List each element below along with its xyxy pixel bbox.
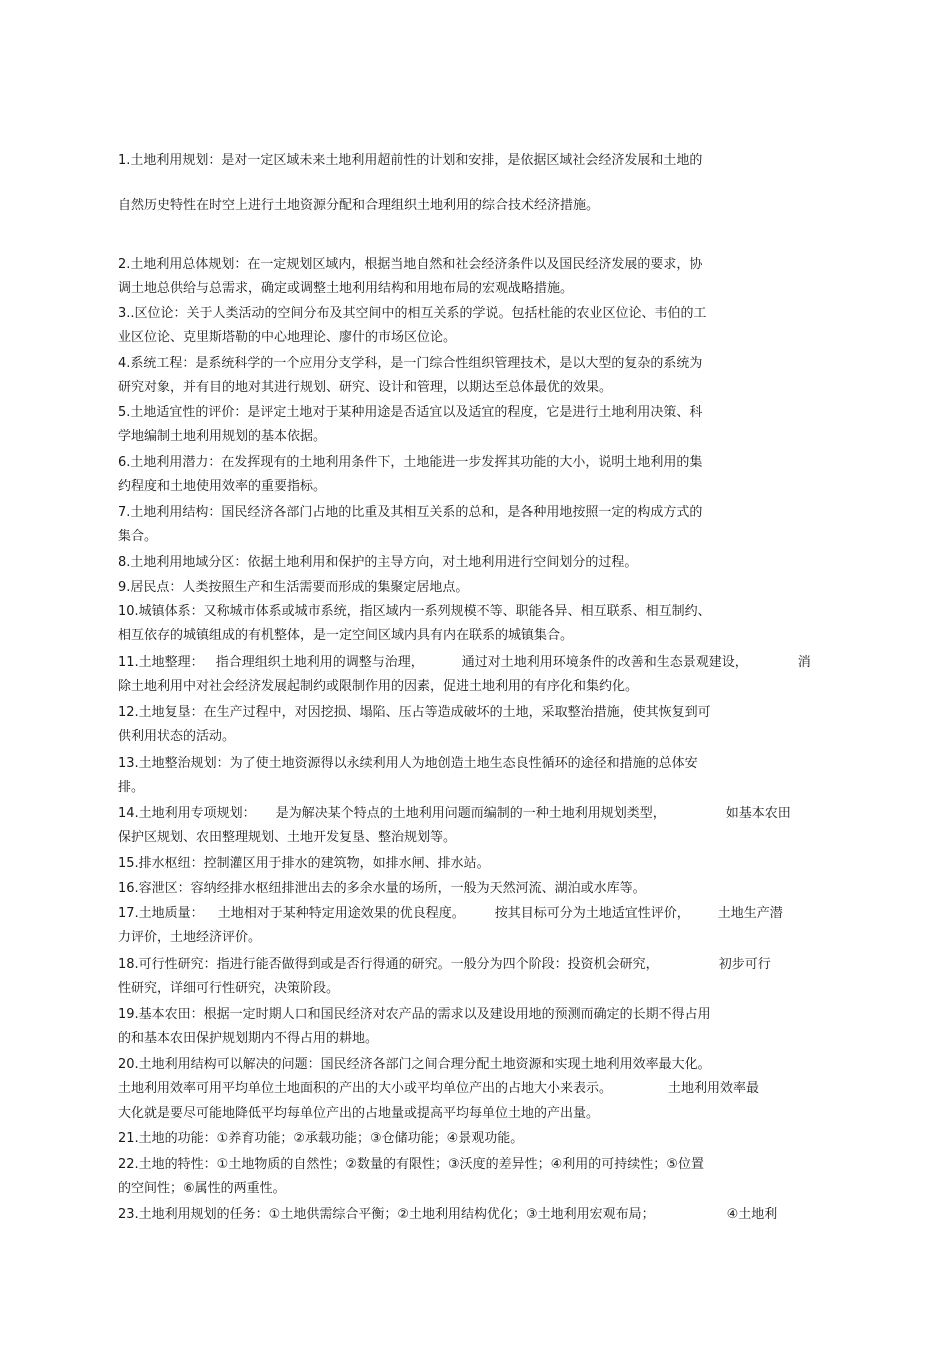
text-line-split (118, 1080, 838, 1098)
text-line: 19.基本农田：根据一定时期人口和国民经济对农产品的需求以及建设用地的预测而确定的长期不得占用 (118, 1007, 711, 1022)
text-line-split (118, 805, 838, 823)
text-line-split (118, 956, 838, 974)
text-line: 排。 (118, 780, 145, 795)
text-segment: 土地生产潜 (717, 906, 783, 921)
text-line: 的和基本农田保护规划期内不得占用的耕地。 (118, 1031, 379, 1046)
text-line: 20.土地利用结构可以解决的问题：国民经济各部门之间合理分配土地资源和实现土地利用效率最大化。 (118, 1057, 711, 1072)
text-line: 大化就是要尽可能地降低平均每单位产出的占地量或提高平均每单位土地的产出量。 (118, 1106, 600, 1121)
text-line: 22.土地的特性：①土地物质的自然性；②数量的有限性；③沃度的差异性；④利用的可持续性；⑤位置 (118, 1157, 704, 1172)
text-line: 研究对象，并有目的地对其进行规划、研究、设计和管理，以期达至总体最优的效果。 (118, 380, 613, 395)
text-line: 调土地总供给与总需求，确定或调整土地利用结构和用地布局的宏观战略措施。 (118, 281, 574, 296)
text-line: 集合。 (118, 529, 158, 544)
text-line: 3..区位论：关于人类活动的空间分布及其空间中的相互关系的学说。包括杜能的农业区位论、韦伯的工 (118, 306, 707, 321)
text-line: 相互依存的城镇组成的有机整体，是一定空间区域内具有内在联系的城镇集合。 (118, 628, 574, 643)
text-segment: 如基本农田 (725, 806, 791, 821)
text-segment: 初步可行 (718, 957, 771, 972)
text-line: 除土地利用中对社会经济发展起制约或限制作用的因素，促进土地利用的有序化和集约化。 (118, 679, 639, 694)
text-line: 性研究，详细可行性研究，决策阶段。 (118, 981, 340, 996)
text-line: 16.容泄区：容纳经排水枢纽排泄出去的多余水量的场所，一般为天然河流、湖泊或水库等。 (118, 881, 646, 896)
text-segment: 17.土地质量： (118, 906, 204, 921)
text-segment: 消 (797, 655, 811, 670)
text-line-split (118, 1206, 838, 1224)
text-segment: ④土地利 (726, 1207, 778, 1222)
text-line: 学地编制土地利用规划的基本依据。 (118, 429, 327, 444)
text-segment: 指合理组织土地利用的调整与治理， (215, 655, 424, 670)
text-line: 5.土地适宜性的评价：是评定土地对于某种用途是否适宜以及适宜的程度，它是进行土地利用决策、科 (118, 405, 703, 420)
text-line: 21.土地的功能：①养育功能；②承载功能；③仓储功能；④景观功能。 (118, 1131, 524, 1146)
text-segment: 11.土地整理： (118, 655, 204, 670)
text-segment: 通过对土地利用环境条件的改善和生态景观建设， (461, 655, 748, 670)
text-segment: 是为解决某个特点的土地利用问题而编制的一种土地利用规划类型， (275, 806, 666, 821)
text-line: 9.居民点：人类按照生产和生活需要而形成的集聚定居地点。 (118, 580, 469, 595)
text-line: 力评价，土地经济评价。 (118, 930, 262, 945)
text-line: 8.土地利用地域分区：依据土地利用和保护的主导方向，对土地利用进行空间划分的过程。 (118, 555, 638, 570)
text-segment: 土地利用效率最 (668, 1081, 760, 1096)
text-line: 6.土地利用潜力：在发挥现有的土地利用条件下，土地能进一步发挥其功能的大小，说明土地利用的集 (118, 455, 703, 470)
text-line: 保护区规划、农田整理规划、土地开发复垦、整治规划等。 (118, 830, 457, 845)
text-line: 供利用状态的活动。 (118, 729, 236, 744)
text-line-split (118, 654, 838, 672)
text-line: 15.排水枢纽：控制灌区用于排水的建筑物，如排水闸、排水站。 (118, 856, 490, 871)
text-line: 业区位论、克里斯塔勒的中心地理论、廖什的市场区位论。 (118, 330, 457, 345)
text-segment: 土地利用效率可用平均单位土地面积的产出的大小或平均单位产出的占地大小来表示。 (118, 1081, 613, 1096)
text-line: 1.土地利用规划：是对一定区域未来土地利用超前性的计划和安排，是依据区域社会经济发展和土地的 (118, 153, 703, 168)
text-line: 2.土地利用总体规划：在一定规划区域内，根据当地自然和社会经济条件以及国民经济发展的要求，协 (118, 257, 703, 272)
text-line: 4.系统工程：是系统科学的一个应用分支学科，是一门综合性组织管理技术，是以大型的复杂的系统为 (118, 356, 703, 371)
text-segment: 土地相对于某种特定用途效果的优良程度。 (217, 906, 465, 921)
text-line: 自然历史特性在时空上进行土地资源分配和合理组织土地利用的综合技术经济措施。 (118, 198, 600, 213)
text-line-split (118, 905, 838, 923)
text-line: 约程度和土地使用效率的重要指标。 (118, 479, 327, 494)
text-line: 12.土地复垦：在生产过程中，对因挖损、塌陷、压占等造成破坏的土地，采取整治措施，使其恢复到可 (118, 705, 711, 720)
text-line: 13.土地整治规划：为了使土地资源得以永续利用人为地创造土地生态良性循环的途径和措施的总体安 (118, 756, 698, 771)
text-segment: 14.土地利用专项规划： (118, 806, 256, 821)
text-line: 的空间性；⑥属性的两重性。 (118, 1181, 286, 1196)
text-segment: 18.可行性研究：指进行能否做得到或是否行得通的研究。一般分为四个阶段：投资机会研究， (118, 957, 659, 972)
text-line: 7.土地利用结构：国民经济各部门占地的比重及其相互关系的总和，是各种用地按照一定的构成方式的 (118, 505, 703, 520)
text-segment: 23.土地利用规划的任务：①土地供需综合平衡；②土地利用结构优化；③土地利用宏观布局； (118, 1207, 655, 1222)
text-line: 10.城镇体系：又称城市体系或城市系统，指区域内一系列规模不等、职能各异、相互联系、相互制约、 (118, 604, 711, 619)
text-segment: 按其目标可分为土地适宜性评价， (494, 906, 690, 921)
